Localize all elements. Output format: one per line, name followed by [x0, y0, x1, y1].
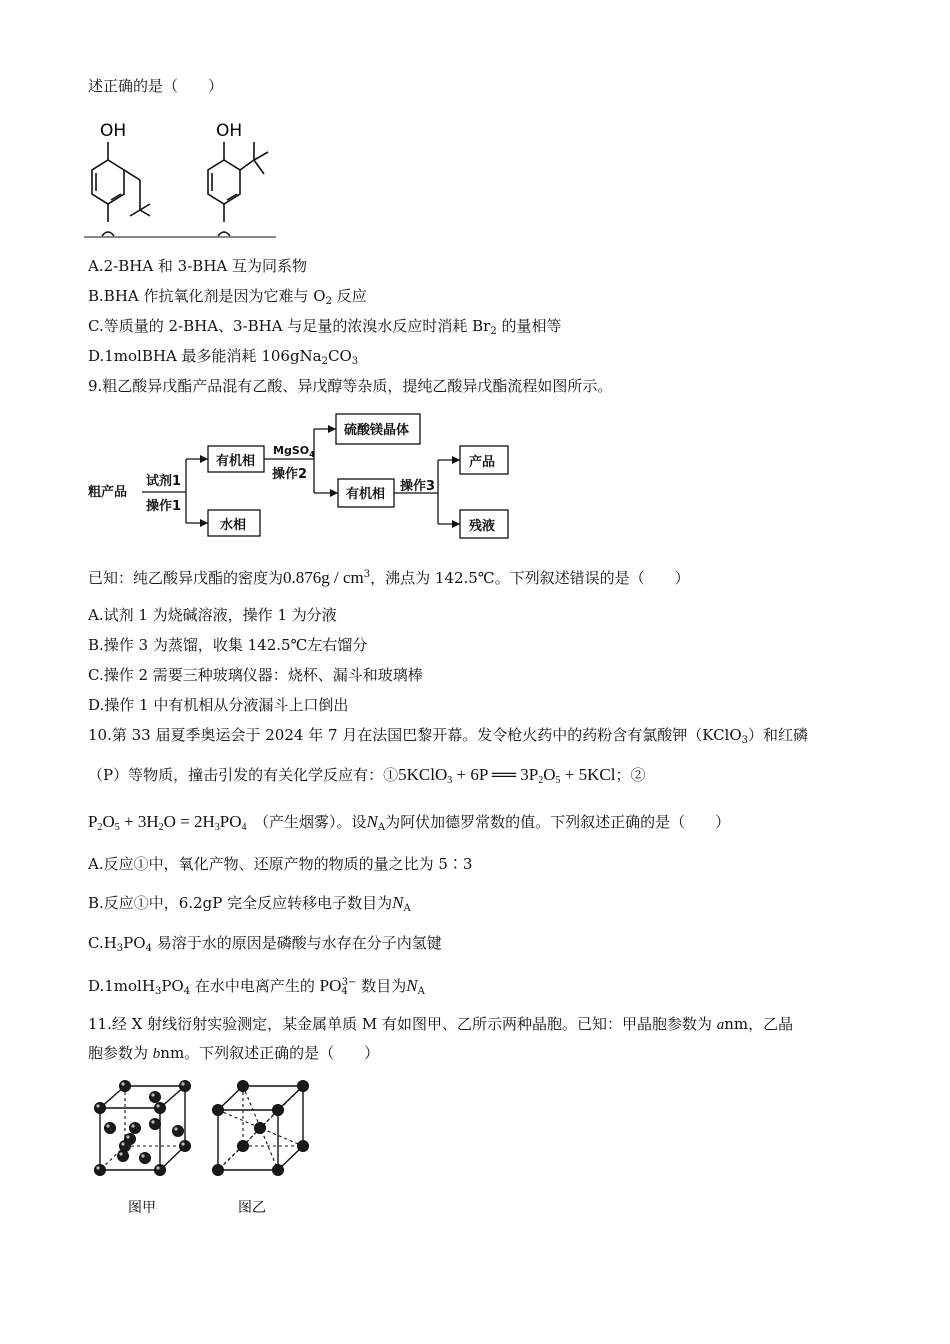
figure-label-a: 图甲 — [128, 1200, 156, 1216]
q10-option-d: $D.1molH_3PO_4$ 在水中电离产生的 $PO_4^{3-}$ 数目为$N_A$ — [88, 976, 425, 997]
bha-structures — [84, 112, 284, 244]
flow-organic-phase-2: 有机相 — [346, 487, 386, 502]
fcc-cell — [95, 1081, 191, 1176]
benzene-ring-2 — [208, 142, 268, 222]
flow-product: 产品 — [469, 455, 496, 470]
bcc-cell — [213, 1081, 309, 1176]
flow-crystal: 硫酸镁晶体 — [344, 423, 410, 438]
equation-2: $P_2O_5 + 3H_2O = 2H_3PO_4$ — [88, 812, 247, 833]
purification-flowchart — [86, 406, 526, 548]
flow-water-phase: 水相 — [220, 518, 247, 533]
q10-stem-line3: $P_2O_5 + 3H_2O = 2H_3PO_4$ （产生烟雾）。设$N_A$为阿伏加德罗常数的值。下列叙述正确的是（ ） — [88, 812, 731, 833]
q10-stem-line2: （P）等物质，撞击引发的有关化学反应有：①5KClO$_3$ + 6P ══ $3P_2O_5 + 5KCl$；② — [88, 765, 646, 786]
flow-mgso4: MgSO$_4$ — [273, 444, 315, 459]
q8-option-b: B.BHA 作抗氧化剂是因为它难与 $O_2$ 反应 — [88, 287, 367, 307]
q10-stem-line1: 10.第 33 届夏季奥运会于 2024 年 7 月在法国巴黎开幕。发令枪火药中的药粉含有氯酸钾（KClO$_3$）和红磷 — [88, 726, 809, 746]
q10-option-c: $C.H_3PO_4$ 易溶于水的原因是磷酸与水存在分子内氢键 — [88, 934, 442, 954]
q8-stem-tail: 述正确的是（ ） — [88, 77, 224, 95]
q8-option-c: C.等质量的 2-BHA、3-BHA 与足量的浓溴水反应时消耗 $Br_2$ 的量相等 — [88, 317, 562, 337]
q8-option-a: A.2-BHA 和 3-BHA 互为同系物 — [88, 257, 308, 275]
q10-option-a: A.反应①中，氧化产物、还原产物的物质的量之比为 5∶3 — [88, 855, 473, 873]
q9-option-b: B.操作 3 为蒸馏，收集 142.5℃左右馏分 — [88, 636, 368, 654]
q11-stem-line2: 胞参数为 bnm。下列叙述正确的是（ ） — [88, 1044, 380, 1062]
q9-stem: 9.粗乙酸异戊酯产品混有乙酸、异戊醇等杂质，提纯乙酸异戊酯流程如图所示。 — [88, 377, 613, 395]
flow-crude-product: 粗产品 — [88, 485, 128, 500]
flow-organic-phase-1: 有机相 — [216, 454, 256, 469]
q9-known: 已知：纯乙酸异戊酯的密度为$0.876g / cm^3$，沸点为 142.5℃。下列叙述错误的是（ ） — [88, 568, 690, 587]
flow-op1: 操作1 — [146, 499, 182, 514]
flow-reagent1: 试剂1 — [146, 474, 182, 489]
crystal-cell-figures — [88, 1076, 338, 1220]
q8-option-d: D.1molBHA 最多能消耗 $106gNa_2CO_3$ — [88, 347, 359, 367]
q9-option-c: C.操作 2 需要三种玻璃仪器：烧杯、漏斗和玻璃棒 — [88, 666, 423, 684]
q11-stem-line1: 11.经 X 射线衍射实验测定，某金属单质 M 有如图甲、乙所示两种晶胞。已知：甲晶胞参数为 anm，乙晶 — [88, 1015, 794, 1033]
q9-option-d: D.操作 1 中有机相从分液漏斗上口倒出 — [88, 696, 349, 714]
q9-option-a: A.试剂 1 为烧碱溶液，操作 1 为分液 — [88, 606, 337, 624]
q10-option-b: B.反应①中，6.2gP 完全反应转移电子数目为$N_A$ — [88, 893, 411, 914]
flow-op2: 操作2 — [272, 467, 308, 482]
benzene-ring-1 — [92, 142, 150, 222]
equation-1: 5KClO$_3$ + 6P ══ $3P_2O_5 + 5KCl$ — [398, 765, 616, 786]
flow-residue: 残液 — [469, 519, 496, 534]
flow-op3: 操作3 — [400, 479, 436, 494]
figure-label-b: 图乙 — [238, 1200, 266, 1216]
struct-label-oh-2: OH — [216, 121, 243, 141]
struct-label-oh-1: OH — [100, 121, 127, 141]
